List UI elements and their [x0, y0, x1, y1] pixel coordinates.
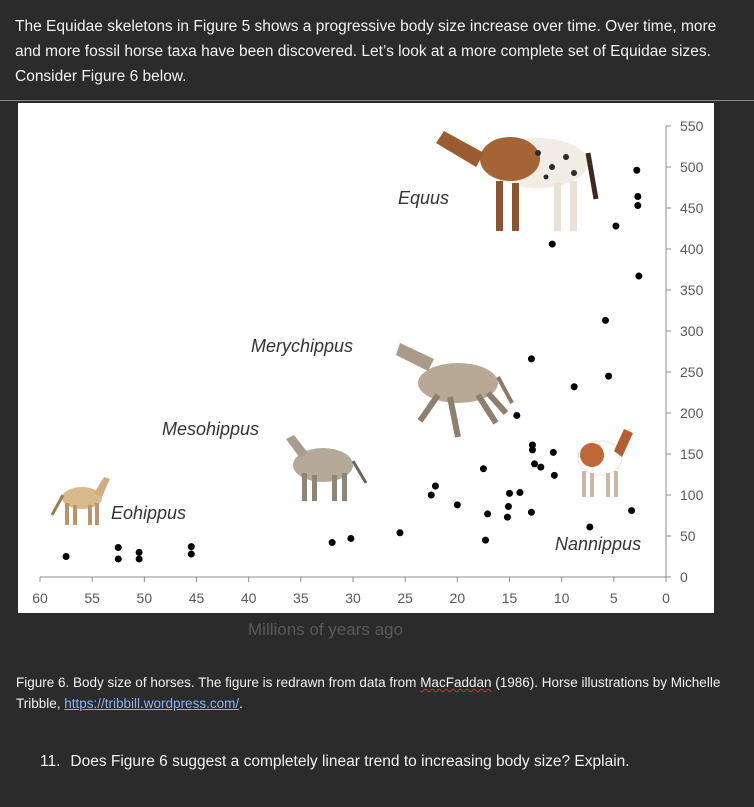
caption-source: MacFaddan	[420, 675, 492, 690]
horse-illustration-equus	[404, 103, 602, 231]
x-tick-label: 35	[293, 590, 309, 606]
x-axis-title: Millions of years ago	[248, 620, 403, 639]
data-point	[63, 553, 70, 560]
question-number: 11.	[40, 753, 61, 770]
data-point	[482, 537, 489, 544]
data-point	[504, 514, 511, 521]
data-point	[537, 464, 544, 471]
data-point	[115, 555, 122, 562]
data-point	[432, 482, 439, 489]
data-point	[115, 544, 122, 551]
x-tick-label: 60	[32, 590, 48, 606]
y-tick-label: 450	[680, 200, 704, 216]
data-point	[528, 509, 535, 516]
data-point	[428, 492, 435, 499]
y-tick-label: 400	[680, 241, 704, 257]
data-point	[531, 460, 538, 467]
y-tick-label: 250	[680, 364, 704, 380]
x-tick-label: 0	[662, 590, 670, 606]
horse-illustration-eohippus	[52, 477, 110, 525]
data-point	[505, 503, 512, 510]
y-tick-label: 350	[680, 282, 704, 298]
x-tick-label: 25	[397, 590, 413, 606]
label-merychippus: Merychippus	[251, 336, 354, 356]
x-tick-label: 20	[449, 590, 466, 606]
data-point	[528, 355, 535, 362]
data-point	[586, 523, 593, 530]
data-point	[136, 555, 143, 562]
label-equus: Equus	[398, 188, 450, 208]
divider-line	[0, 100, 754, 101]
data-point	[571, 383, 578, 390]
data-point	[516, 489, 523, 496]
y-tick-label: 0	[680, 569, 688, 585]
data-point	[396, 529, 403, 536]
caption-middle: (1986). Horse illustrations by Michelle Tribble,	[16, 675, 721, 711]
data-point	[635, 273, 642, 280]
label-eohippus: Eohippus	[111, 503, 187, 523]
data-point	[633, 167, 640, 174]
data-point	[329, 539, 336, 546]
data-point	[605, 373, 612, 380]
data-point	[529, 446, 536, 453]
y-tick-label: 200	[680, 405, 704, 421]
data-point	[347, 535, 354, 542]
data-point	[551, 472, 558, 479]
illustrator-link[interactable]: https://tribbill.wordpress.com/	[64, 696, 240, 711]
horse-illustration-nannippus	[578, 429, 633, 497]
data-point	[506, 490, 513, 497]
x-tick-label: 45	[188, 590, 205, 606]
y-tick-label: 300	[680, 323, 704, 339]
label-nannippus: Nannippus	[555, 534, 642, 554]
scatter-plot	[18, 103, 714, 613]
question-11	[40, 753, 630, 771]
data-point	[484, 510, 491, 517]
data-point	[634, 193, 641, 200]
data-point	[628, 507, 635, 514]
data-point	[188, 551, 195, 558]
figure-6-chart	[18, 103, 714, 613]
figure-caption	[16, 672, 748, 714]
y-tick-label: 100	[680, 487, 704, 503]
caption-suffix: .	[239, 696, 243, 711]
label-mesohippus: Mesohippus	[162, 419, 260, 439]
data-point	[480, 465, 487, 472]
y-tick-label: 500	[680, 159, 704, 175]
data-point	[634, 202, 641, 209]
y-tick-label: 150	[680, 446, 704, 462]
question-text: Does Figure 6 suggest a completely linear trend to increasing body size? Explain.	[70, 753, 630, 770]
horse-illustration-merychippus	[396, 343, 512, 437]
x-tick-label: 30	[345, 590, 361, 606]
data-point	[602, 317, 609, 324]
x-tick-label: 40	[240, 590, 257, 606]
data-point	[188, 543, 195, 550]
y-tick-label: 50	[680, 528, 696, 544]
x-tick-label: 5	[609, 590, 618, 606]
x-tick-label: 15	[501, 590, 518, 606]
data-point	[550, 449, 557, 456]
x-tick-label: 50	[136, 590, 153, 606]
x-tick-label: 55	[84, 590, 100, 606]
caption-prefix: Figure 6. Body size of horses. The figure is redrawn from data from	[16, 675, 421, 690]
x-tick-label: 10	[553, 590, 570, 606]
y-tick-label: 550	[680, 118, 704, 134]
data-point	[454, 501, 461, 508]
data-point	[549, 241, 556, 248]
data-point	[513, 412, 520, 419]
intro-paragraph: The Equidae skeletons in Figure 5 shows a progressive body size increase over time. Over time, more and more fossil horse taxa have been discovered. Let’s look at a more complete set of Equidae sizes. Consider Figure 6 below.	[15, 18, 717, 85]
data-point	[612, 223, 619, 230]
data-point	[136, 549, 143, 556]
horse-illustration-mesohippus	[286, 435, 366, 501]
chart-axes	[32, 118, 703, 606]
